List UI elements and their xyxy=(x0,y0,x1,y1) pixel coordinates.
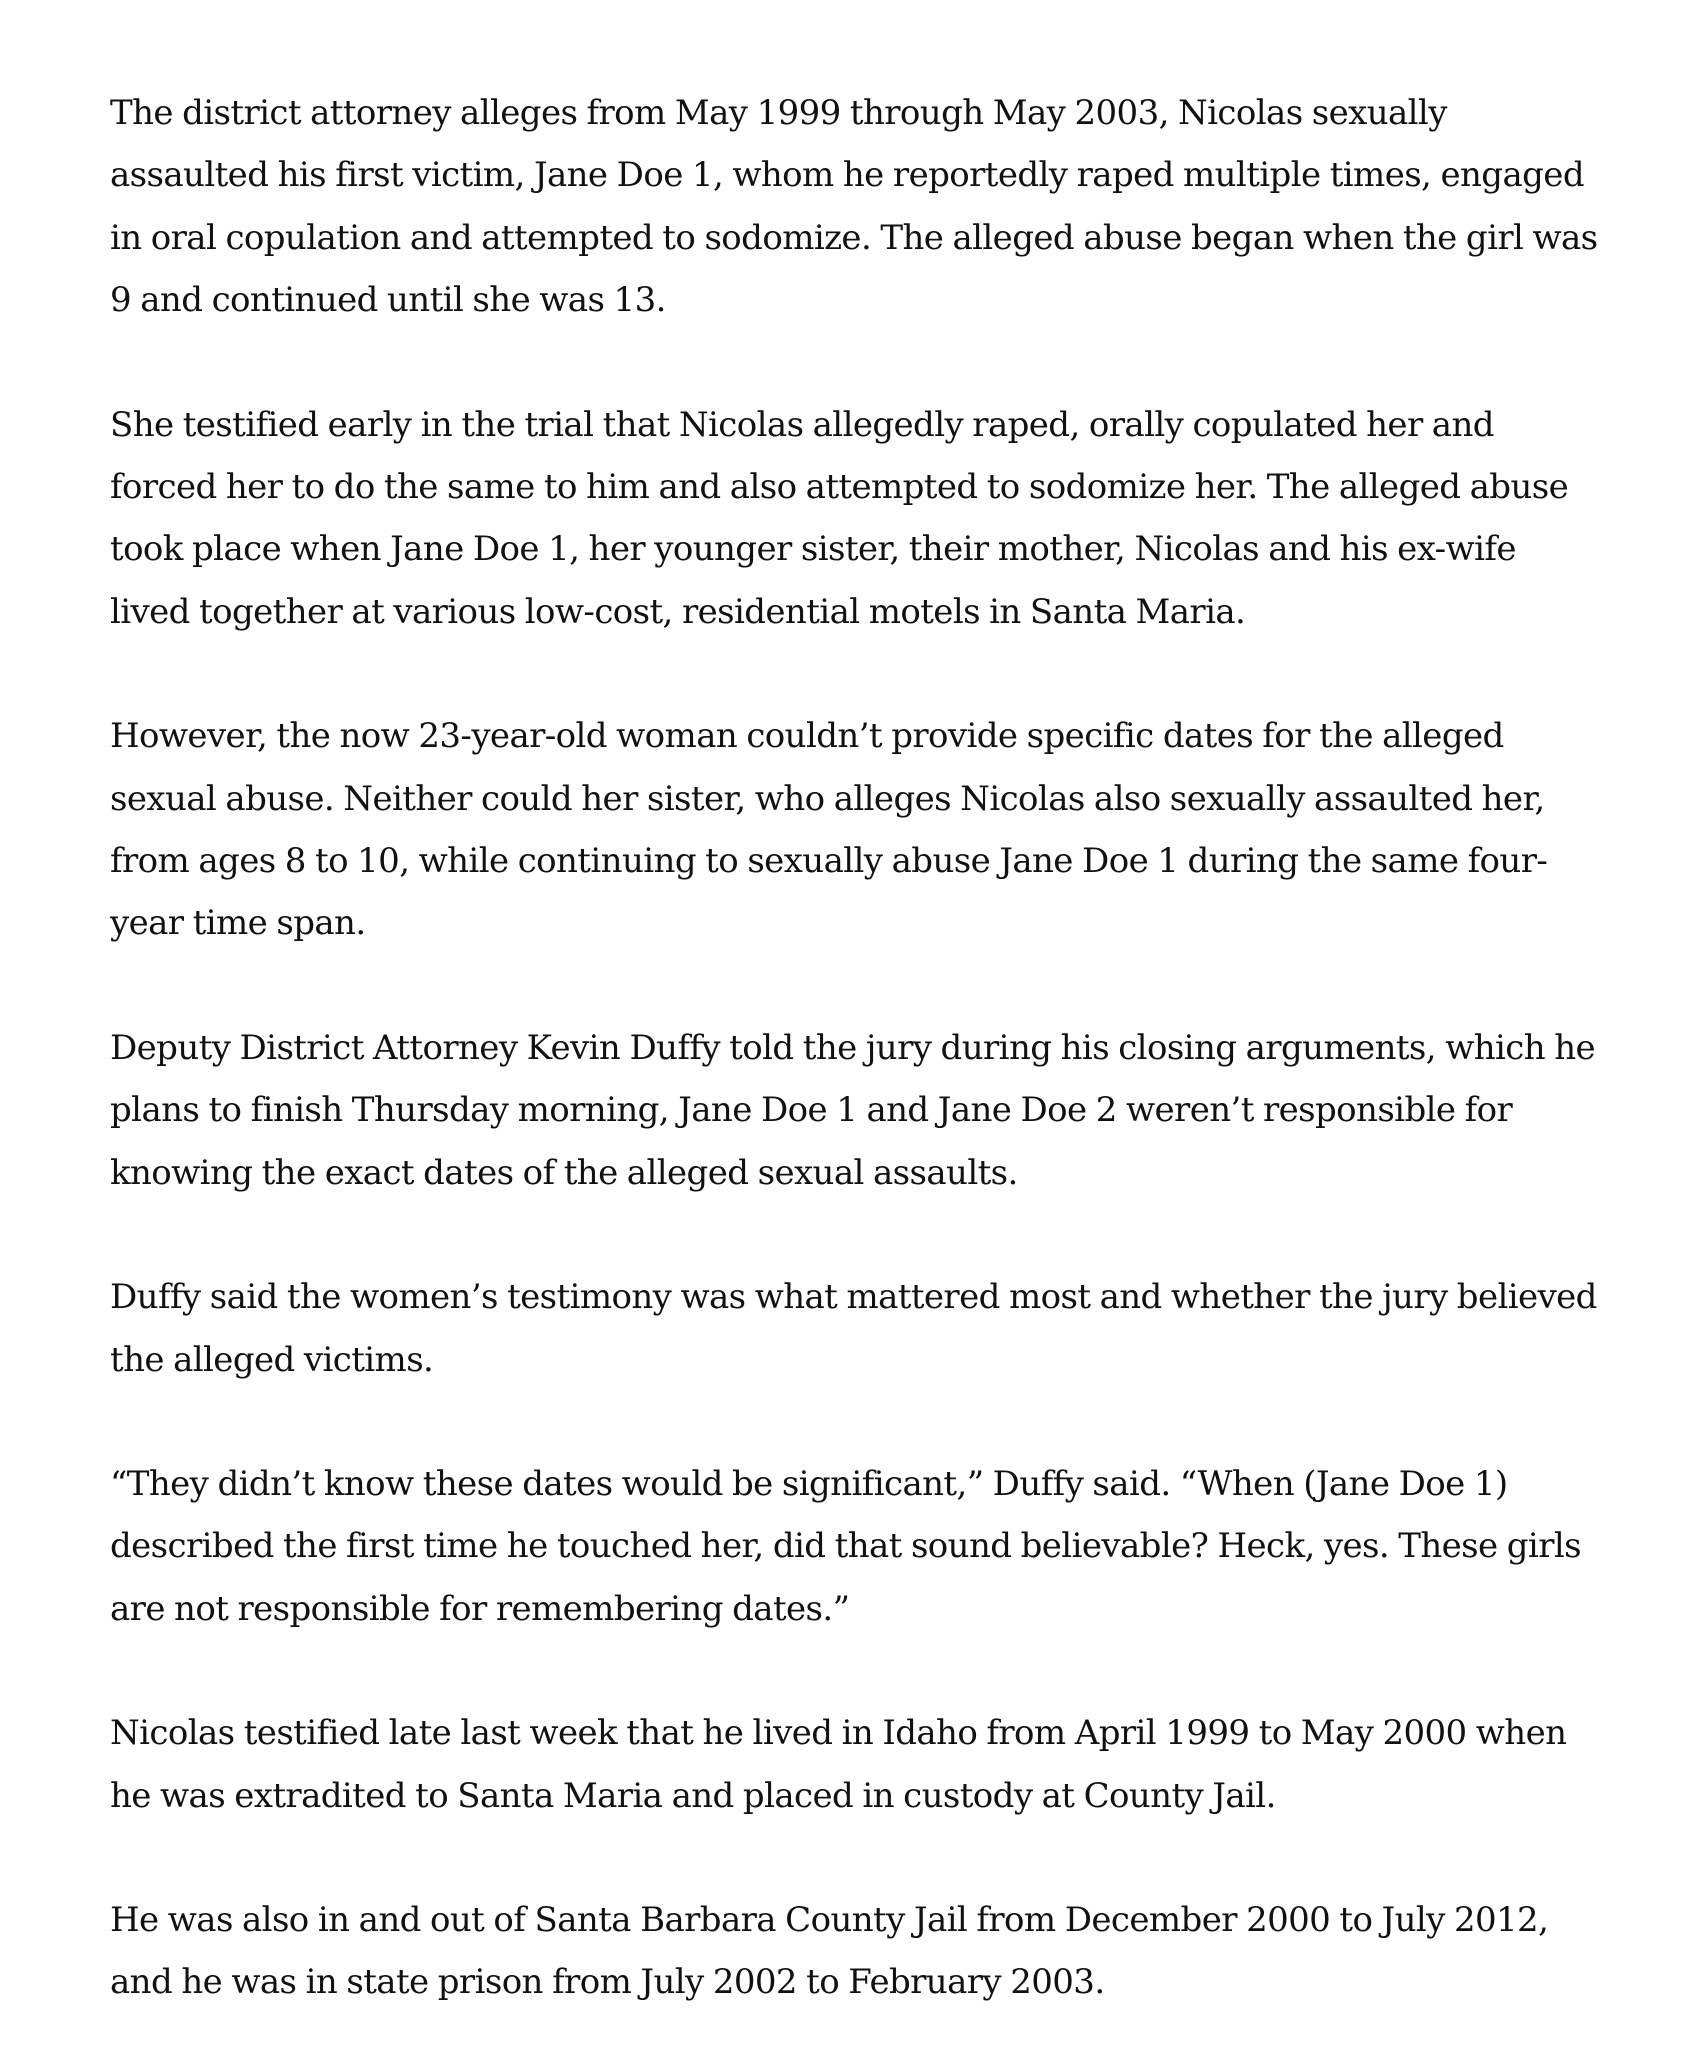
paragraph-testimony: She testified early in the trial that Nicolas allegedly raped, orally copulated her and forced her to do the same to him and also attempted to sodomize her. The alleged abuse took place when Jane Doe 1, her younger sister, their mother, Nicolas and his ex-wife lived together at various low-cost, residential motels in Santa Maria. xyxy=(110,404,1569,632)
paragraph-closing-arguments: Deputy District Attorney Kevin Duffy told the jury during his closing arguments, which he plans to finish Thursday morning, Jane Doe 1 and Jane Doe 2 weren’t responsible for knowing the exact dates of the alleged sexual assaults. xyxy=(110,1027,1596,1193)
paragraph-credibility: Duffy said the women’s testimony was what mattered most and whether the jury believed the alleged victims. xyxy=(110,1277,1597,1380)
paragraph-quote: “They didn’t know these dates would be significant,” Duffy said. “When (Jane Doe 1) described the first time he touched her, did that sound believable? Heck, yes. These girls are not responsible for remembering dates.” xyxy=(110,1463,1581,1629)
paragraph-dates: However, the now 23-year-old woman couldn’t provide specific dates for the alleged sexual abuse. Neither could her sister, who alleges Nicolas also sexually assaulted her, from ages 8 to 10, while continuing to sexually abuse Jane Doe 1 during the same four-year time span. xyxy=(110,716,1548,944)
paragraph-idaho: Nicolas testified late last week that he lived in Idaho from April 1999 to May 2000 when he was extradited to Santa Maria and placed in custody at County Jail. xyxy=(110,1713,1567,1816)
article-body xyxy=(110,82,1600,2014)
paragraph-allegations: The district attorney alleges from May 1999 through May 2003, Nicolas sexually assaulted his first victim, Jane Doe 1, whom he reportedly raped multiple times, engaged in oral copulation and attempted to sodomize. The alleged abuse began when the girl was 9 and continued until she was 13. xyxy=(110,93,1598,321)
paragraph-custody: He was also in and out of Santa Barbara County Jail from December 2000 to July 2012, and he was in state prison from July 2002 to February 2003. xyxy=(110,1899,1549,2003)
